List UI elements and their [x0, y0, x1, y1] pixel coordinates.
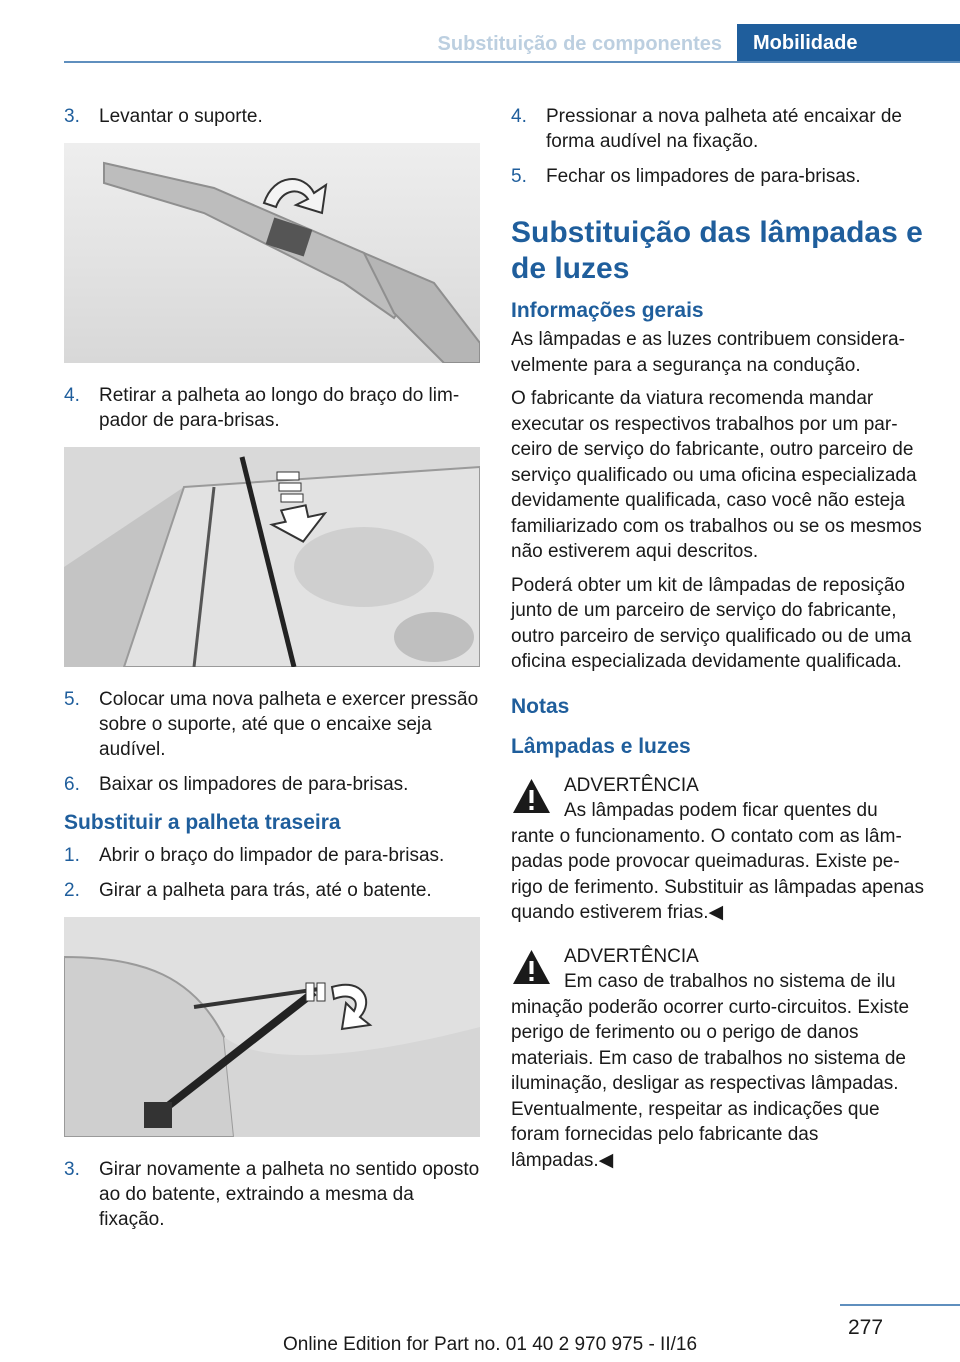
step-5-place-new-blade [64, 687, 480, 762]
step-3-raise-holder [64, 104, 480, 129]
step-text: Retirar a palheta ao longo do braço do limpador de para-brisas. [99, 385, 460, 431]
warning-title: ADVERTÊNCIA [564, 774, 699, 796]
step-text: Girar novamente a palheta no sentido oposto ao do batente, extraindo a mesma da fixação. [99, 1159, 480, 1230]
wiper-holder-illustration [64, 143, 480, 363]
step-number: 2. [64, 880, 80, 901]
footer-edition: Online Edition for Part no. 01 40 2 970 975 - II/16 [282, 1334, 698, 1355]
step-text: Baixar os limpadores de para-brisas. [99, 774, 409, 795]
warning-hot-lamps [511, 773, 925, 926]
warning-triangle-icon [511, 777, 552, 815]
step-4-press-blade [511, 104, 925, 154]
notes-heading: Notas [511, 694, 570, 718]
warning-text: minação poderão ocorrer curto-circuitos. Existe perigo de ferimento ou o perigo de danos materiais. Em caso de trabalhos no sistema de iluminação, desligar as respectivas lâmpadas. Eventualmente, respeitar as indicações que foram fornecidas pelo fabricante das lâmpadas.◀ [511, 996, 910, 1171]
step-number: 4. [511, 106, 527, 127]
warning-text-first-line: As lâmpadas podem ficar quentes du [564, 800, 878, 821]
step-number: 4. [64, 385, 80, 406]
rear-wiper-heading: Substituir a palheta traseira [64, 811, 341, 834]
info-paragraph-2: O fabricante da viatura recomenda mandar executar os respectivos trabalhos por um parceiro de serviço do fabricante, outro parceiro de serviço qualificado ou uma oficina especializada devidamente qualificada, caso você não esteja familiarizado com os trabalhos ou se os mesmos não estiverem aqui descritos. [511, 388, 922, 562]
header-section-title: Substituição de componentes [437, 33, 722, 55]
lamps-lights-heading: Lâmpadas e luzes [511, 734, 691, 758]
warning-short-circuit [511, 944, 925, 1174]
step-4-remove-blade [64, 383, 480, 433]
step-number: 3. [64, 1159, 80, 1180]
info-paragraph-3: Poderá obter um kit de lâmpadas de reposição junto de um parceiro de serviço do fabricante, outro parceiro de serviço qualificado ou de uma oficina especializada devidamente qualificada. [511, 574, 912, 672]
step-text: Pressionar a nova palheta até encaixar de forma audível na fixação. [546, 106, 902, 152]
step-text: Levantar o suporte. [99, 106, 263, 127]
figure-remove-blade [64, 447, 480, 667]
step-text: Fechar os limpadores de para-brisas. [546, 166, 861, 187]
step-number: 5. [511, 166, 527, 187]
step-text: Colocar uma nova palheta e exercer pressão sobre o suporte, até que o encaixe seja audível. [99, 689, 479, 760]
general-info-heading: Informações gerais [511, 299, 704, 322]
rear-step-2 [64, 878, 480, 903]
rear-step-1 [64, 843, 480, 868]
warning-title: ADVERTÊNCIA [564, 945, 699, 967]
step-number: 1. [64, 845, 80, 866]
windshield-wiper-illustration [64, 447, 480, 667]
page-number: 277 [848, 1316, 884, 1339]
step-text: Abrir o braço do limpador de para-brisas. [99, 845, 445, 866]
right-column [511, 104, 925, 1181]
warning-triangle-icon [511, 948, 552, 986]
step-number: 5. [64, 689, 80, 710]
warning-text-first-line: Em caso de trabalhos no sistema de ilu [564, 971, 896, 992]
info-paragraph-1: As lâmpadas e as luzes contribuem consideravelmente para a segurança na condução. [511, 329, 905, 376]
footer-rule [840, 1304, 960, 1306]
left-column [64, 104, 480, 1242]
warning-text: rante o funcionamento. O contato com as lâmpadas pode provocar queimaduras. Existe perigo de ferimento. Substituir as lâmpadas apenas quando estiverem frias.◀ [511, 825, 924, 923]
header-chapter-tab: Mobilidade [737, 24, 960, 62]
rear-wiper-illustration [64, 917, 480, 1137]
figure-raise-holder [64, 143, 480, 363]
step-6-lower-wipers [64, 772, 480, 797]
step-5-close-wipers [511, 164, 925, 189]
figure-rear-wiper [64, 917, 480, 1137]
header-rule [64, 61, 960, 63]
step-number: 6. [64, 774, 80, 795]
step-number: 3. [64, 106, 80, 127]
step-text: Girar a palheta para trás, até o batente. [99, 880, 432, 901]
lamps-replacement-heading: Substituição das lâmpadas e de luzes [511, 216, 923, 285]
rear-step-3 [64, 1157, 480, 1232]
